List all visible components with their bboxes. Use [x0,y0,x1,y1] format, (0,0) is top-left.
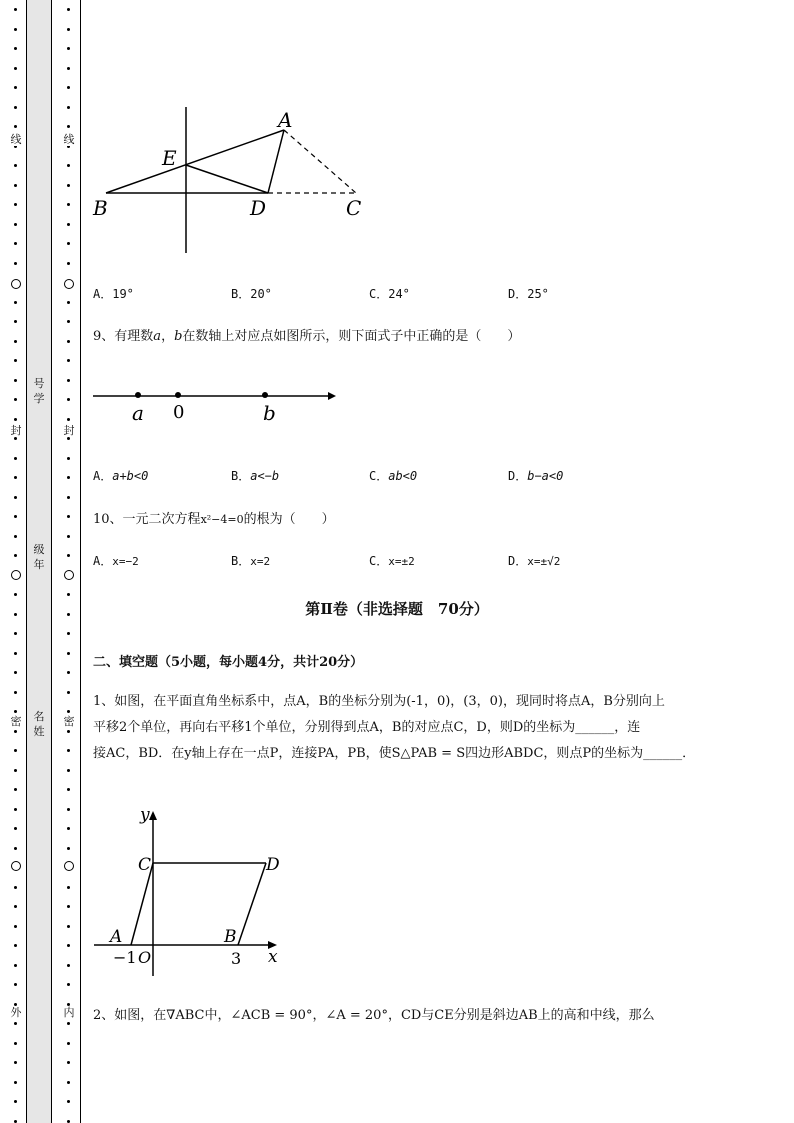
label-b: b [263,401,276,425]
dot [14,1120,17,1123]
fill1-paragraph [93,689,753,767]
coordinate-figure [88,800,288,980]
dot [14,437,17,440]
label-student-id: 号 学 [33,377,45,405]
arrow-up-icon [149,811,157,820]
dot [67,398,70,401]
dot [67,827,70,830]
dot [14,106,17,109]
dot [14,554,17,557]
dot [14,691,17,694]
dot [14,983,17,986]
segment-bd [238,863,266,945]
dot [67,691,70,694]
label-d: D [250,196,267,220]
segment-ac [131,863,153,945]
dot [14,67,17,70]
triangle-figure [88,105,378,260]
label-e: E [162,146,177,170]
segment-ad [268,130,284,193]
mark-line-inner: 线 [61,133,77,146]
dot [67,515,70,518]
dot [14,28,17,31]
label-three: 3 [231,949,242,968]
segment-ed [186,165,268,193]
q9-choice-d: D．b−a<0 [508,469,564,483]
dot [14,203,17,206]
dot [14,476,17,479]
q8-choice-d: D．25° [508,287,549,301]
dot [14,242,17,245]
segment-ac-dashed [284,130,356,193]
dot [14,730,17,733]
dot [67,925,70,928]
dotted-cut-line-inner [63,0,75,1123]
dot [67,944,70,947]
circle-icon [11,861,21,871]
dot [14,944,17,947]
label-a: a [132,401,144,425]
dot [67,1081,70,1084]
dot [67,47,70,50]
dot [14,418,17,421]
dotted-cut-line-outer [10,0,22,1123]
q10-stem: 10、一元二次方程x²−4=0的根为（ ） [93,512,335,527]
point-zero [175,392,181,398]
q8-choice-b: B．20° [231,287,272,301]
dot [14,47,17,50]
dot [14,223,17,226]
label-neg1: −1 [113,948,137,967]
circle-icon [64,570,74,580]
circle-icon [64,279,74,289]
dot [67,164,70,167]
dot [14,632,17,635]
dot [67,28,70,31]
dot [67,1042,70,1045]
q9-stem: 9、有理数a，b在数轴上对应点如图所示，则下面式子中正确的是（ ） [93,329,521,344]
dot [67,1022,70,1025]
dot [67,905,70,908]
segment-ba [106,130,284,193]
label-origin: O [138,948,152,967]
dot [14,788,17,791]
dot [67,788,70,791]
circle-icon [11,570,21,580]
dot [14,652,17,655]
q10-choice-a: A．x=−2 [93,554,139,568]
dot [67,1061,70,1064]
dot [14,515,17,518]
dot [14,1042,17,1045]
dot [67,632,70,635]
label-name: 名 姓 [33,710,45,738]
label-zero: 0 [173,402,185,423]
dot [67,320,70,323]
dot [67,652,70,655]
fill1-line3: 接AC，BD．在y轴上存在一点P，连接PA，PB，使S△PAB = S四边形ABDC，则点P的坐标为______． [93,746,696,761]
dot [14,769,17,772]
dot [14,184,17,187]
q10-choice-c: C．x=±2 [369,554,415,568]
label-b: B [224,927,237,947]
dot [14,1022,17,1025]
dot [14,886,17,889]
dot [67,769,70,772]
mark-seal-outer: 封 [8,424,24,437]
dot [14,86,17,89]
q9-choice-c: C．ab<0 [369,469,418,483]
dot [67,437,70,440]
dot [67,964,70,967]
label-b: B [93,196,108,220]
dot [67,886,70,889]
dot [67,125,70,128]
dot [67,340,70,343]
arrow-right-icon [328,392,336,400]
dot [67,847,70,850]
dot [14,340,17,343]
dot [67,8,70,11]
q8-choice-a: A．19° [93,287,134,301]
dot [67,983,70,986]
dot [14,1081,17,1084]
mark-seal-inner: 封 [61,424,77,437]
dot [67,671,70,674]
dot [67,1120,70,1123]
dot [67,184,70,187]
label-d: D [266,855,280,875]
label-grade: 级 年 [33,543,45,571]
dot [67,1100,70,1103]
dot [67,67,70,70]
circle-icon [64,861,74,871]
fill1-line2: 平移2个单位，再向右平移1个单位，分别得到点A，B的对应点C，D，则D的坐标为______，连 [93,720,641,735]
dot [14,164,17,167]
dot [14,262,17,265]
q10-choice-b: B．x=2 [231,554,271,568]
q8-choice-c: C．24° [369,287,410,301]
section-title: 第Ⅱ卷（非选择题 70分） [305,600,489,618]
dot [14,749,17,752]
dot [67,262,70,265]
dot [67,457,70,460]
dot [67,301,70,304]
q9-choice-a: A．a+b<0 [93,469,149,483]
dot [67,242,70,245]
dot [67,496,70,499]
dot [67,593,70,596]
dot [14,710,17,713]
dot [67,749,70,752]
dot [67,86,70,89]
dot [14,905,17,908]
fill1-line1: 1、如图，在平面直角坐标系中，点A，B的坐标分别为(-1，0)，(3，0)，现同时将点A，B分别向上 [93,694,665,709]
dot [67,554,70,557]
dot [67,808,70,811]
mark-inside: 内 [61,1006,77,1019]
dot [67,476,70,479]
dot [14,808,17,811]
q9-choice-b: B．a<−b [231,469,280,483]
dot [67,710,70,713]
dot [14,320,17,323]
dot [14,827,17,830]
dot [67,203,70,206]
label-x: x [268,947,278,967]
circle-icon [11,279,21,289]
dot [14,398,17,401]
dot [14,457,17,460]
label-c: C [138,855,152,875]
point-a [135,392,141,398]
fill2-stem: 2、如图，在∇ABC中，∠ACB = 90°，∠A = 20°，CD与CE分别是斜边AB上的高和中线，那么 [93,1008,655,1023]
mark-line-outer: 线 [8,133,24,146]
number-line-figure [88,380,348,430]
dot [14,535,17,538]
dot [14,593,17,596]
dot [67,535,70,538]
mark-outside: 外 [8,1006,24,1019]
mark-secret-outer: 密 [8,715,24,728]
label-a: A [110,927,123,947]
dot [14,1100,17,1103]
dot [67,223,70,226]
mark-secret-inner: 密 [61,715,77,728]
dot [14,496,17,499]
dot [67,730,70,733]
dot [14,8,17,11]
dot [14,964,17,967]
dot [14,359,17,362]
dot [14,301,17,304]
dot [67,379,70,382]
dot [14,1061,17,1064]
dot [14,379,17,382]
label-a: A [278,108,293,132]
point-b [262,392,268,398]
dot [14,925,17,928]
dot [14,125,17,128]
q10-choice-d: D．x=±√2 [508,554,561,568]
dot [67,418,70,421]
dot [67,106,70,109]
dot [14,671,17,674]
part-heading: 二、填空题（5小题，每小题4分，共计20分） [93,655,364,670]
dot [14,847,17,850]
label-y: y [140,805,150,825]
binding-border-line [80,0,81,1123]
dot [67,359,70,362]
label-c: C [346,196,362,220]
